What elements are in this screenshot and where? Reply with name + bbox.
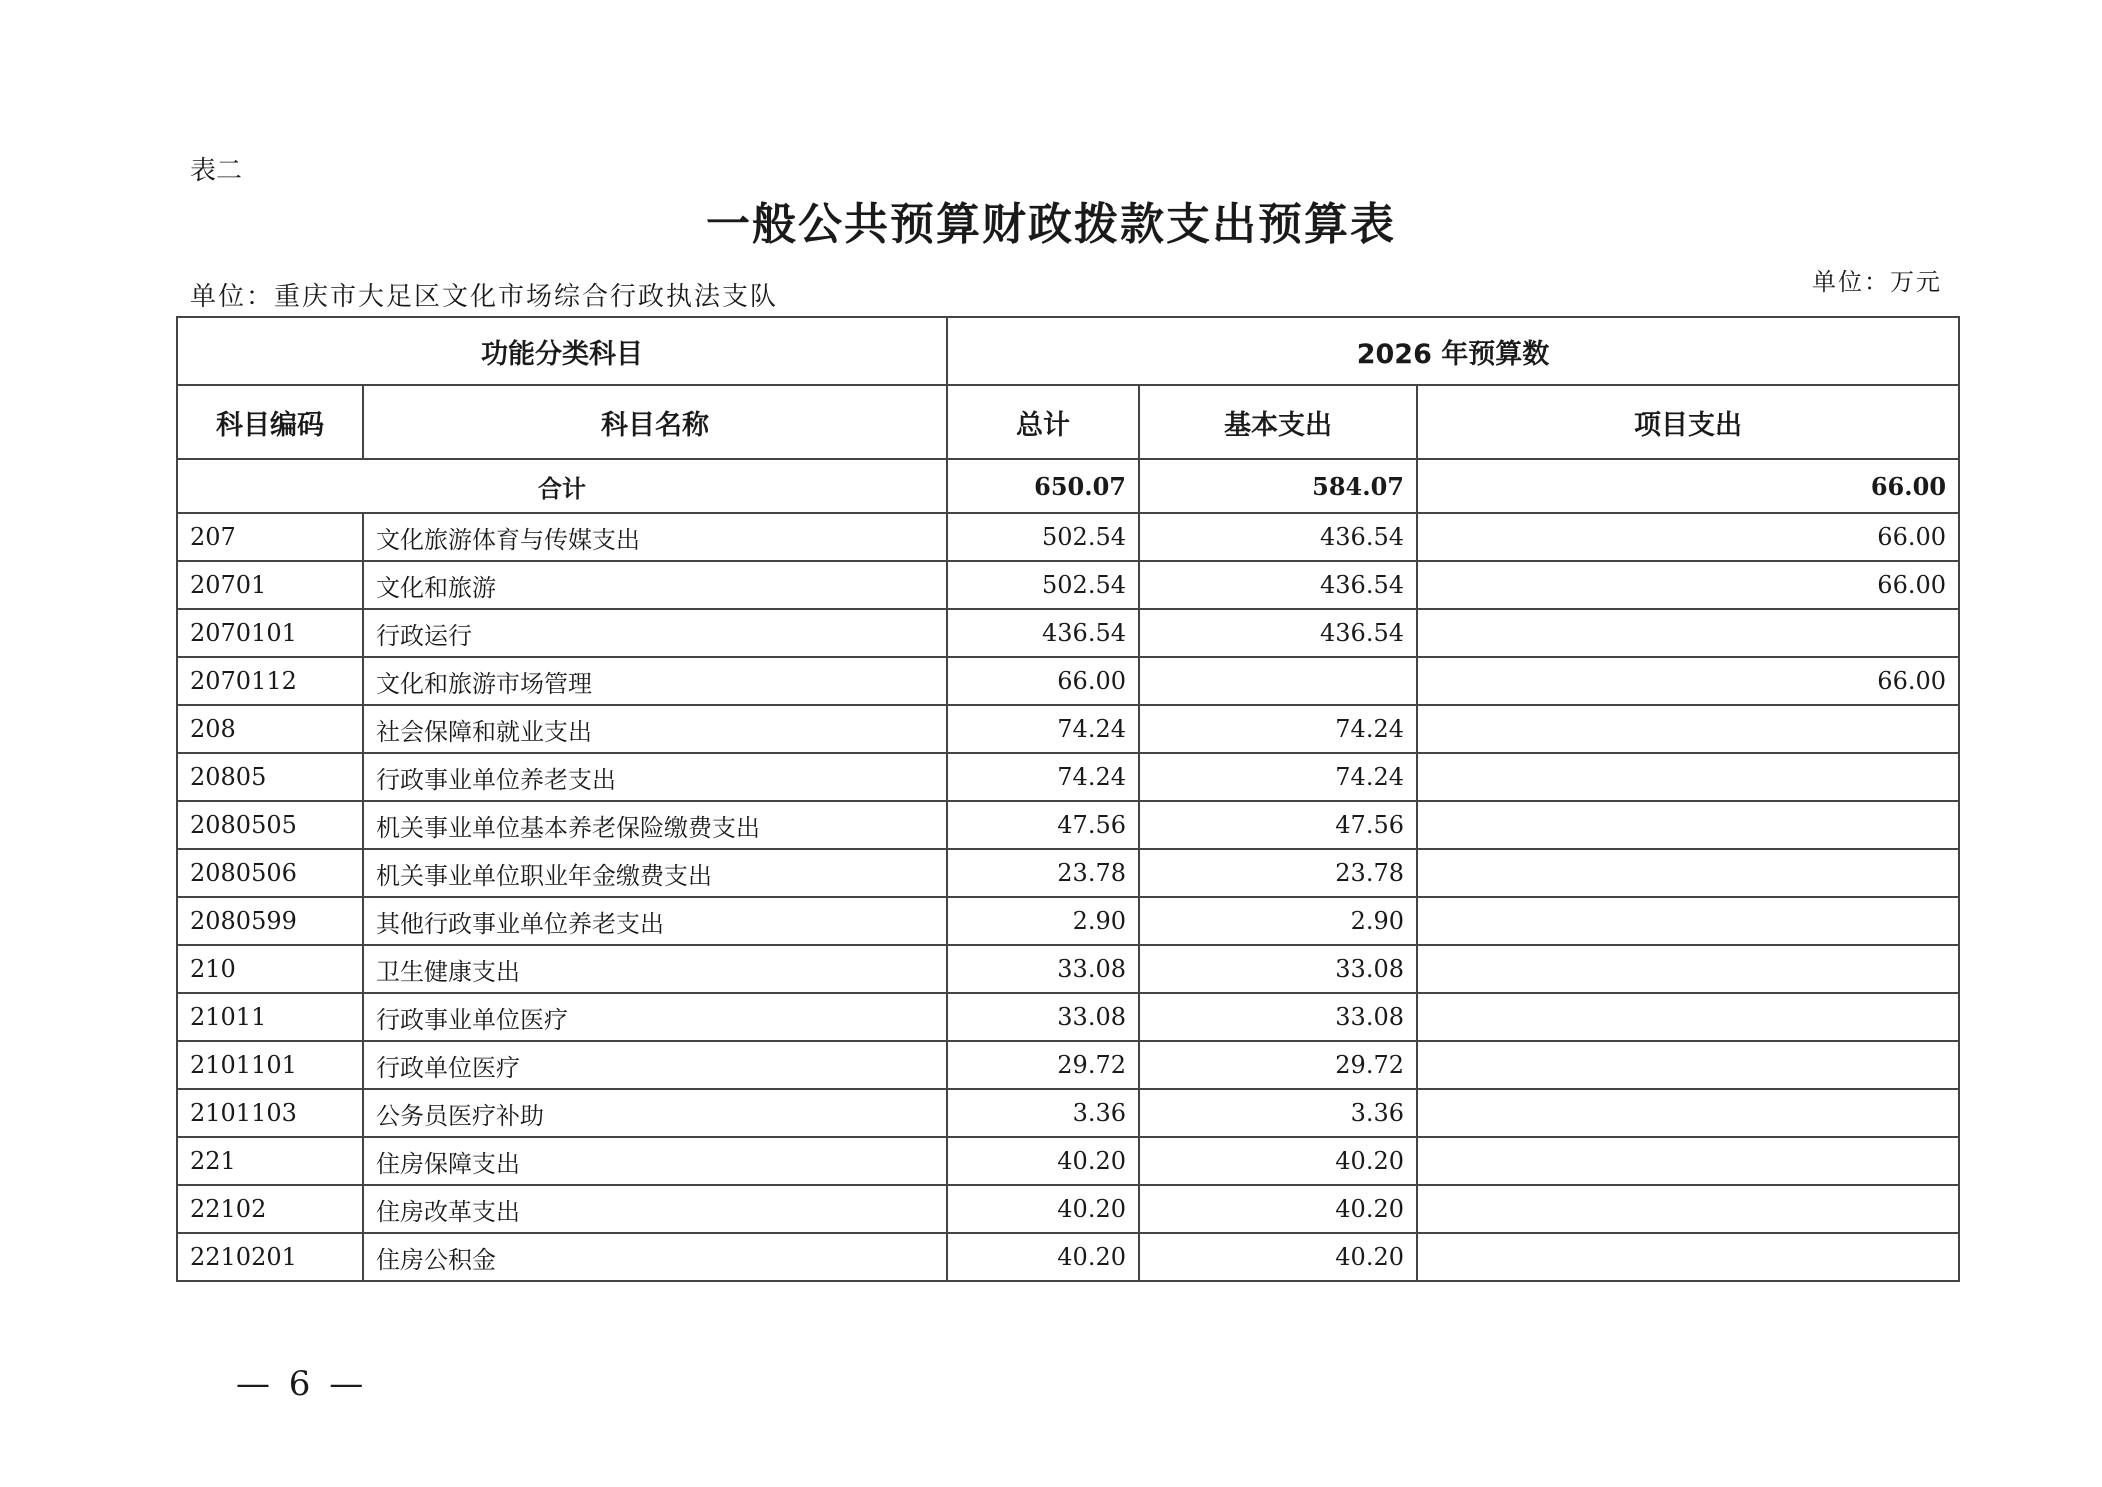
row-name: 文化旅游体育与传媒支出 (363, 513, 947, 561)
row-code: 2210201 (177, 1233, 363, 1281)
header-name: 科目名称 (363, 385, 947, 459)
row-basic: 436.54 (1139, 561, 1417, 609)
row-code: 2080599 (177, 897, 363, 945)
row-name: 行政事业单位养老支出 (363, 753, 947, 801)
header-total: 总计 (947, 385, 1139, 459)
row-project: 66.00 (1417, 561, 1959, 609)
table-row (177, 753, 1959, 801)
row-name: 社会保障和就业支出 (363, 705, 947, 753)
row-name: 公务员医疗补助 (363, 1089, 947, 1137)
row-name: 行政运行 (363, 609, 947, 657)
row-project (1417, 1185, 1959, 1233)
page-title: 一般公共预算财政拨款支出预算表 (706, 199, 1396, 250)
row-basic: 436.54 (1139, 609, 1417, 657)
row-code: 210 (177, 945, 363, 993)
header-functional-classification: 功能分类科目 (177, 317, 947, 385)
row-project (1417, 1233, 1959, 1281)
table-row (177, 801, 1959, 849)
table-row (177, 561, 1959, 609)
row-basic: 33.08 (1139, 945, 1417, 993)
row-total: 23.78 (947, 849, 1139, 897)
row-basic: 3.36 (1139, 1089, 1417, 1137)
row-total: 3.36 (947, 1089, 1139, 1137)
row-project (1417, 993, 1959, 1041)
total-row (177, 459, 1959, 513)
row-code: 208 (177, 705, 363, 753)
row-name: 机关事业单位基本养老保险缴费支出 (363, 801, 947, 849)
row-project: 66.00 (1417, 513, 1959, 561)
row-code: 21011 (177, 993, 363, 1041)
row-basic: 23.78 (1139, 849, 1417, 897)
header-row-group (177, 317, 1959, 385)
row-total: 66.00 (947, 657, 1139, 705)
row-code: 221 (177, 1137, 363, 1185)
row-total: 40.20 (947, 1137, 1139, 1185)
header-project: 项目支出 (1417, 385, 1959, 459)
row-basic: 74.24 (1139, 705, 1417, 753)
row-project (1417, 849, 1959, 897)
unit-organization: 单位：重庆市大足区文化市场综合行政执法支队 (190, 282, 779, 312)
row-project (1417, 897, 1959, 945)
header-budget-year: 2026 年预算数 (947, 317, 1959, 385)
row-basic: 40.20 (1139, 1137, 1417, 1185)
row-name: 机关事业单位职业年金缴费支出 (363, 849, 947, 897)
page-number: — 6 — (236, 1364, 368, 1404)
row-basic: 40.20 (1139, 1185, 1417, 1233)
total-basic: 584.07 (1139, 459, 1417, 513)
row-total: 33.08 (947, 993, 1139, 1041)
total-total: 650.07 (947, 459, 1139, 513)
table-row (177, 945, 1959, 993)
row-code: 2080505 (177, 801, 363, 849)
row-name: 行政单位医疗 (363, 1041, 947, 1089)
header-row-columns (177, 385, 1959, 459)
row-basic: 33.08 (1139, 993, 1417, 1041)
page-label: 表二 (190, 156, 243, 186)
table-row (177, 1041, 1959, 1089)
row-project (1417, 945, 1959, 993)
row-total: 40.20 (947, 1185, 1139, 1233)
budget-table (176, 316, 1960, 1282)
total-project: 66.00 (1417, 459, 1959, 513)
row-total: 502.54 (947, 561, 1139, 609)
row-project (1417, 705, 1959, 753)
table-row (177, 1137, 1959, 1185)
row-code: 20701 (177, 561, 363, 609)
row-name: 住房保障支出 (363, 1137, 947, 1185)
row-basic: 2.90 (1139, 897, 1417, 945)
row-total: 74.24 (947, 705, 1139, 753)
row-total: 29.72 (947, 1041, 1139, 1089)
row-basic: 436.54 (1139, 513, 1417, 561)
table-row (177, 897, 1959, 945)
row-name: 卫生健康支出 (363, 945, 947, 993)
row-project: 66.00 (1417, 657, 1959, 705)
row-name: 住房改革支出 (363, 1185, 947, 1233)
row-name: 文化和旅游 (363, 561, 947, 609)
row-total: 502.54 (947, 513, 1139, 561)
row-project (1417, 1041, 1959, 1089)
row-total: 436.54 (947, 609, 1139, 657)
row-code: 2101103 (177, 1089, 363, 1137)
row-basic (1139, 657, 1417, 705)
row-project (1417, 609, 1959, 657)
row-total: 40.20 (947, 1233, 1139, 1281)
row-code: 207 (177, 513, 363, 561)
row-basic: 74.24 (1139, 753, 1417, 801)
table-row (177, 705, 1959, 753)
row-total: 74.24 (947, 753, 1139, 801)
unit-currency: 单位：万元 (1812, 268, 1942, 296)
row-total: 2.90 (947, 897, 1139, 945)
row-basic: 47.56 (1139, 801, 1417, 849)
row-name: 文化和旅游市场管理 (363, 657, 947, 705)
row-name: 其他行政事业单位养老支出 (363, 897, 947, 945)
table-row (177, 1089, 1959, 1137)
row-basic: 29.72 (1139, 1041, 1417, 1089)
table-row (177, 1185, 1959, 1233)
header-basic: 基本支出 (1139, 385, 1417, 459)
row-code: 20805 (177, 753, 363, 801)
table-row (177, 657, 1959, 705)
row-project (1417, 753, 1959, 801)
row-project (1417, 1089, 1959, 1137)
table-row (177, 993, 1959, 1041)
row-project (1417, 801, 1959, 849)
row-name: 行政事业单位医疗 (363, 993, 947, 1041)
row-code: 2101101 (177, 1041, 363, 1089)
row-total: 33.08 (947, 945, 1139, 993)
row-code: 2080506 (177, 849, 363, 897)
row-total: 47.56 (947, 801, 1139, 849)
header-code: 科目编码 (177, 385, 363, 459)
row-code: 22102 (177, 1185, 363, 1233)
table-row (177, 1233, 1959, 1281)
table-row (177, 513, 1959, 561)
row-code: 2070112 (177, 657, 363, 705)
row-basic: 40.20 (1139, 1233, 1417, 1281)
row-project (1417, 1137, 1959, 1185)
table-row (177, 609, 1959, 657)
row-name: 住房公积金 (363, 1233, 947, 1281)
table-row (177, 849, 1959, 897)
total-label: 合计 (177, 459, 947, 513)
row-code: 2070101 (177, 609, 363, 657)
